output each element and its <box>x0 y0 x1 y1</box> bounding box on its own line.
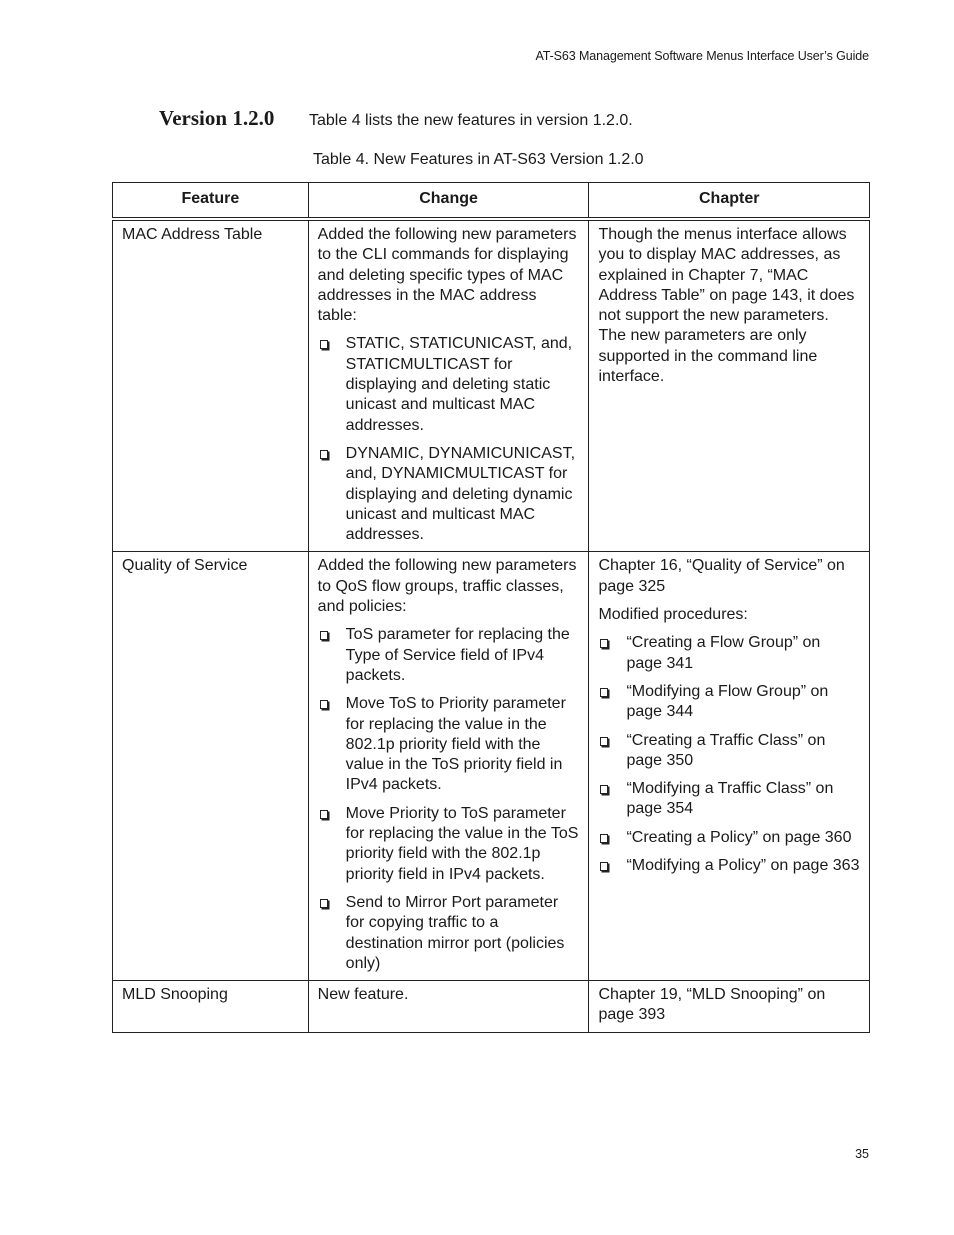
box-bullet-icon <box>320 340 328 349</box>
box-bullet-icon <box>600 639 608 648</box>
change-cell <box>308 981 589 1033</box>
running-header: AT-S63 Management Software Menus Interface User’s Guide <box>535 49 869 63</box>
list-item: Send to Mirror Port parameter for copying traffic to a destination mirror port (policies only) <box>318 893 580 974</box>
column-header-change: Change <box>308 183 589 220</box>
box-bullet-icon <box>600 862 608 871</box>
list-item: ToS parameter for replacing the Type of Service field of IPv4 packets. <box>318 625 580 686</box>
list-item: “Creating a Policy” on page 360 <box>598 828 860 848</box>
feature-cell: MAC Address Table <box>113 219 309 552</box>
box-bullet-icon <box>600 785 608 794</box>
page-number: 35 <box>855 1147 869 1161</box>
change-intro: New feature. <box>317 986 409 1004</box>
list-item: “Creating a Traffic Class” on page 350 <box>598 731 860 772</box>
column-header-feature: Feature <box>113 183 309 220</box>
list-item: “Modifying a Flow Group” on page 344 <box>598 682 860 723</box>
intro-text: Table 4 lists the new features in version 1.2.0. <box>309 112 633 129</box>
change-bullet-list <box>318 625 580 974</box>
chapter-text: Chapter 19, “MLD Snooping” on page 393 <box>598 986 826 1024</box>
feature-cell: Quality of Service <box>113 552 309 981</box>
chapter-cell <box>589 552 870 981</box>
list-item: Move ToS to Priority parameter for replacing the value in the 802.1p priority field with the value in the ToS priority field in IPv4 packets. <box>318 694 580 795</box>
section-heading: Version 1.2.0 <box>159 106 275 130</box>
list-item: STATIC, STATICUNICAST, and, STATICMULTICAST for displaying and deleting static unicast and multicast MAC addresses. <box>318 334 580 435</box>
table-row <box>113 981 870 1033</box>
box-bullet-icon <box>320 631 328 640</box>
box-bullet-icon <box>320 810 328 819</box>
change-cell <box>308 552 589 981</box>
table-caption: Table 4. New Features in AT-S63 Version 1.2.0 <box>313 151 644 168</box>
features-table <box>112 182 870 1033</box>
list-item: “Modifying a Policy” on page 363 <box>598 856 860 876</box>
box-bullet-icon <box>320 899 328 908</box>
feature-cell: MLD Snooping <box>113 981 309 1033</box>
chapter-text: Though the menus interface allows you to display MAC addresses, as explained in Chapter 7, “MAC Address Table” on page 143, it does not support the new parameters. The new parameters are only supported in the command line interface. <box>598 226 855 386</box>
chapter-cell <box>589 981 870 1033</box>
list-item: DYNAMIC, DYNAMICUNICAST, and, DYNAMICMULTICAST for displaying and deleting dynamic unicast and multicast MAC addresses. <box>318 444 580 545</box>
box-bullet-icon <box>320 450 328 459</box>
list-item: “Creating a Flow Group” on page 341 <box>598 633 860 674</box>
box-bullet-icon <box>320 700 328 709</box>
list-item: Move Priority to ToS parameter for replacing the value in the ToS priority field with the 802.1p priority field in IPv4 packets. <box>318 804 580 885</box>
box-bullet-icon <box>600 737 608 746</box>
box-bullet-icon <box>600 834 608 843</box>
change-cell <box>308 219 589 552</box>
chapter-text: Chapter 16, “Quality of Service” on page 325 <box>598 557 845 595</box>
change-bullet-list <box>318 334 580 545</box>
chapter-bullet-list <box>598 633 860 876</box>
table-header-row <box>113 183 870 220</box>
table-row <box>113 552 870 981</box>
column-header-chapter: Chapter <box>589 183 870 220</box>
change-intro: Added the following new parameters to the CLI commands for displaying and deleting specific types of MAC addresses in the MAC address table: <box>317 226 577 325</box>
box-bullet-icon <box>600 688 608 697</box>
chapter-cell <box>589 219 870 552</box>
table-row <box>113 219 870 552</box>
list-item: “Modifying a Traffic Class” on page 354 <box>598 779 860 820</box>
chapter-subhead: Modified procedures: <box>598 606 748 624</box>
change-intro: Added the following new parameters to QoS flow groups, traffic classes, and policies: <box>317 557 577 616</box>
